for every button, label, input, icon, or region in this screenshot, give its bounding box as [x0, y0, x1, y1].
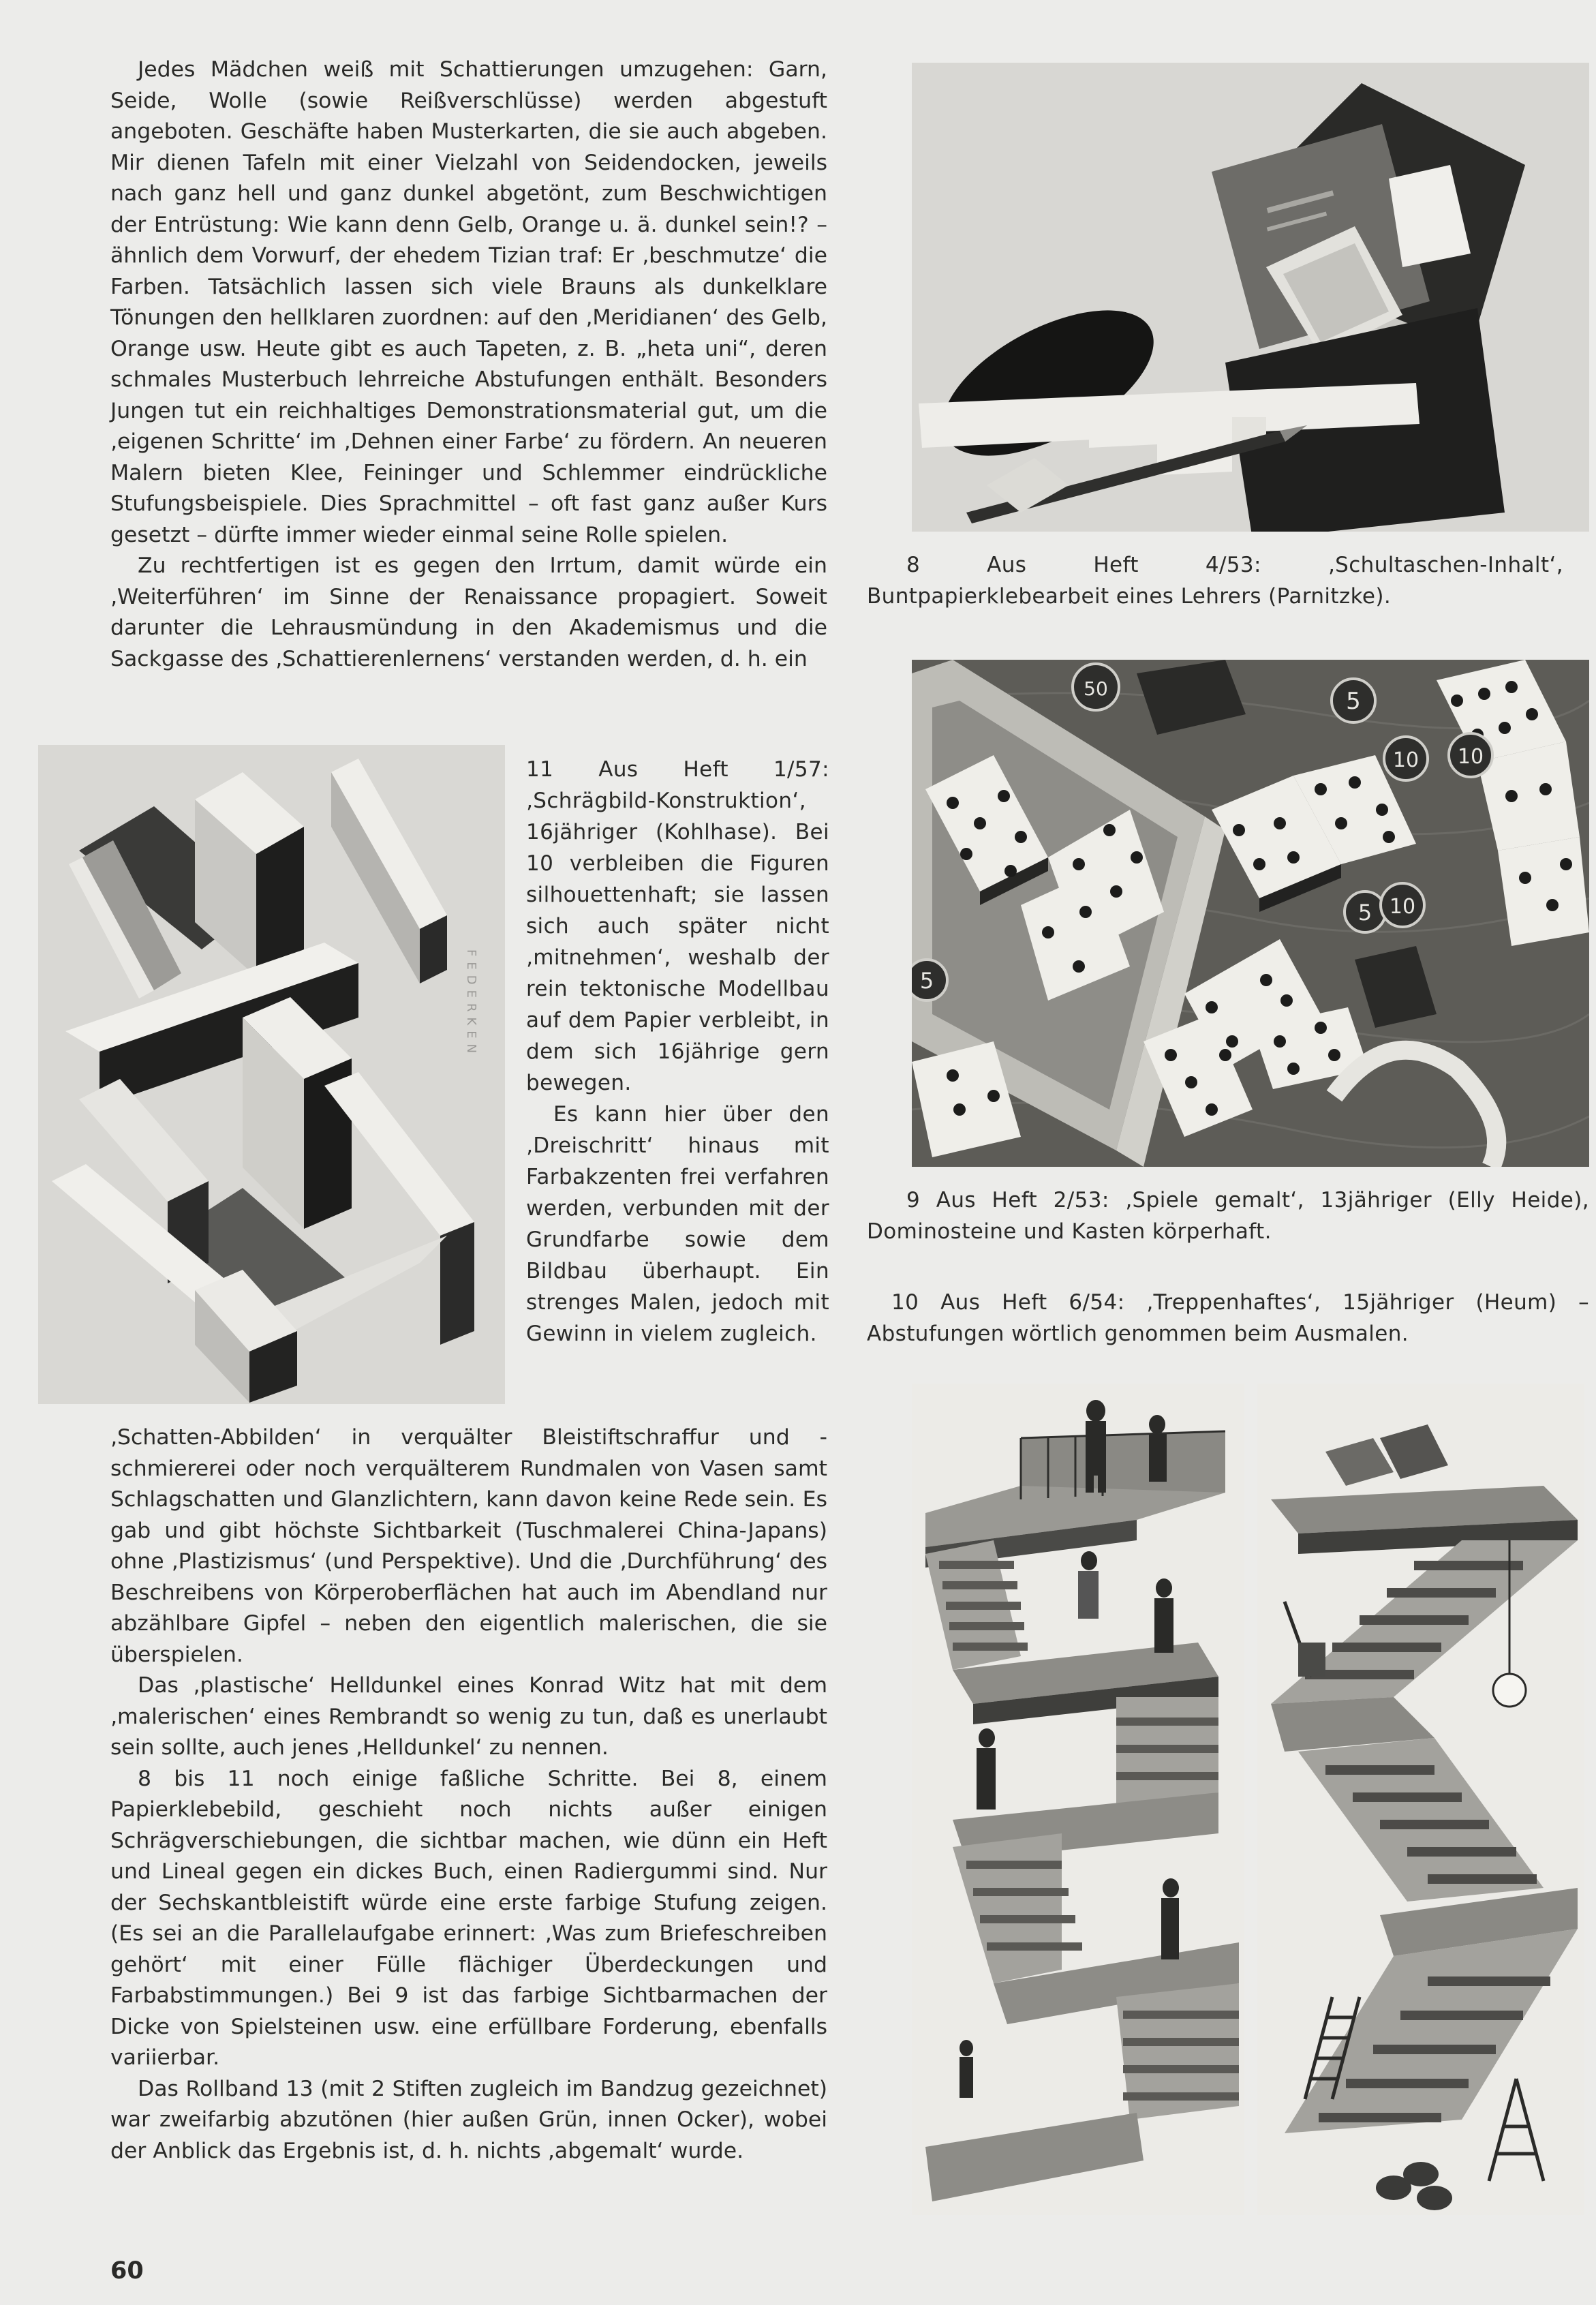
- coin-50: [1073, 664, 1119, 710]
- coin-10d: [1449, 733, 1492, 777]
- figure-10-right-image: [1257, 1384, 1584, 2215]
- coin-5b-label: 5: [1357, 900, 1372, 926]
- figure-10-left-image: [912, 1384, 1244, 2215]
- paragraph: ‚Schatten-Abbilden‘ in verquälter Bleistiftschraffur und -schmiererei oder noch verquälterem Rundmalen von Vasen samt Schlagschatten und Glanzlichtern, kann davon keine Rede sein. Es gab und gibt höchste Sichtbarkeit (Tuschmalerei China-Japans) ohne ‚Plastizismus‘ (und Perspektive). Und die ‚Durchführung‘ des Beschreibens von Körperoberflächen hat auch im Abendland nur abzählbare Gipfel – neben den eigentlich malerischen, die sie überspielen.: [110, 1425, 827, 1667]
- caption-8-text: 8 Aus Heft 4/53: ‚Schultaschen-Inhalt‘, Buntpapierklebearbeit eines Lehrers (Parnitzke).: [867, 553, 1563, 609]
- figure-11-image: [38, 745, 505, 1404]
- coin-10-label: 10: [1392, 748, 1419, 772]
- figure-10-left-drawing: [912, 1384, 1244, 2215]
- paragraph: Zu rechtfertigen ist es gegen den Irrtum, damit würde ein ‚Weiterführen‘ im Sinne der Renaissance propagiert. Soweit darunter die Lehrausmündung in den Akademismus und die Sackgasse des ‚Schattierenlernens‘ verstanden werden, d. h. ein: [110, 553, 827, 671]
- figure-11-margin-text: FEDERKEN: [464, 949, 478, 1059]
- coin-5b: [1345, 891, 1385, 932]
- coin-10b: [1381, 883, 1424, 927]
- figure-10-right-drawing: [1257, 1384, 1584, 2215]
- paragraph: 8 bis 11 noch einige faßliche Schritte. Bei 8, einem Papierklebebild, geschieht noch nichts außer einigen Schrägverschiebungen, die sichtbar machen, wie dünn ein Heft und Lineal gegen ein dickes Buch, einen Radiergummi sind. Nur der Sechskantbleistift würde eine erste farbige Stufung zeigen. (Es sei an die Parallelaufgabe erinnert: ‚Was zum Briefeschreiben gehört‘ mit einer Fülle flächiger Überdeckungen und Farbabstimmungen.) Bei 9 ist das farbige Sichtbarmachen der Dicke von Spielsteinen usw. eine erfüllbare Forderung, ebenfalls variierbar.: [110, 1766, 827, 2070]
- body-text-bottom: [110, 1422, 827, 2167]
- body-text-top: [110, 55, 827, 675]
- coin-5-label: 5: [1346, 688, 1361, 715]
- caption-11-text: 11 Aus Heft 1/57: ‚Schrägbild-Konstruktion‘, 16jähriger (Kohlhase). Bei 10 verbleiben die Figuren silhouettenhaft; sie lassen sich auch später nicht ‚mitnehmen‘, weshalb der rein tektonische Modellbau auf dem Papier verbleibt, in dem sich 16jährige gern bewegen.: [526, 757, 829, 1095]
- coin-5: [1332, 679, 1375, 722]
- caption-9-text: 9 Aus Heft 2/53: ‚Spiele gemalt‘, 13jähriger (Elly Heide), Dominosteine und Kasten körperhaft.: [867, 1188, 1589, 1244]
- coin-10: [1384, 737, 1428, 780]
- caption-11: [526, 754, 829, 1349]
- caption-10-text: 10 Aus Heft 6/54: ‚Treppenhaftes‘, 15jähriger (Heum) – Abstufungen wörtlich genommen beim Ausmalen.: [867, 1290, 1589, 1346]
- figure-11-drawing: [38, 745, 505, 1404]
- coin-10d-label: 10: [1457, 745, 1484, 769]
- caption-10: [867, 1287, 1589, 1349]
- paragraph: Das ‚plastische‘ Helldunkel eines Konrad Witz hat mit dem ‚malerischen‘ eines Rembrandt so wenig zu tun, daß es unerlaubt sein sollte, auch jenes ‚Helldunkel‘ zu nennen.: [110, 1673, 827, 1760]
- figure-8-image: [912, 63, 1589, 532]
- caption-9: [867, 1185, 1589, 1247]
- paragraph-mid: Es kann hier über den ‚Dreischritt‘ hinaus mit Farbakzenten frei verfahren werden, verbunden mit der Grundfarbe sowie dem Bildbau überhaupt. Ein strenges Malen, jedoch mit Gewinn in vielem zugleich.: [526, 1102, 829, 1346]
- caption-8: [867, 549, 1563, 612]
- figure-8-drawing: [912, 63, 1589, 532]
- paragraph: Das Rollband 13 (mit 2 Stiften zugleich im Bandzug gezeichnet) war zweifarbig abzutönen (hier außen Grün, innen Ocker), wobei der Anblick das Ergebnis ist, d. h. nichts ‚abgemalt‘ wurde.: [110, 2076, 827, 2163]
- paragraph: Jedes Mädchen weiß mit Schattierungen umzugehen: Garn, Seide, Wolle (sowie Reißverschlüsse) werden abgestuft angeboten. Geschäfte haben Musterkarten, die sie auch abgeben. Mir dienen Tafeln mit einer Vielzahl von Seidendocken, jeweils nach ganz hell und ganz dunkel abgetönt, zum Beschwichtigen der Entrüstung: Wie kann denn Gelb, Orange u. ä. dunkel sein!? – ähnlich dem Vorwurf, der ehedem Tizian traf: Er ‚beschmutze‘ die Farben. Tatsächlich lassen sich viele Brauns als dunkelklare Tönungen den hellklaren zuordnen: auf den ‚Meridianen‘ des Gelb, Orange usw. Heute gibt es auch Tapeten, z. B. „heta uni“, deren schmales Musterbuch lehrreiche Abstufungen enthält. Besonders Jungen tut ein reichhaltiges Demonstrationsmaterial gut, um die ‚eigenen Schritte‘ im ‚Dehnen einer Farbe‘ zu fördern. An neueren Malern bieten Klee, Feininger und Schlemmer eindrückliche Stufungsbeispiele. Dies Sprachmittel – oft fast ganz außer Kurs gesetzt – dürfte immer wieder einmal seine Rolle spielen.: [110, 57, 827, 547]
- coin-5c: [912, 960, 947, 1001]
- coin-50-label: 50: [1084, 677, 1108, 700]
- figure-9-drawing: [912, 660, 1589, 1167]
- page-number: 60: [110, 2257, 144, 2285]
- figure-9-image: [912, 660, 1589, 1167]
- coin-10b-label: 10: [1389, 895, 1416, 919]
- coin-5c-label: 5: [919, 968, 934, 994]
